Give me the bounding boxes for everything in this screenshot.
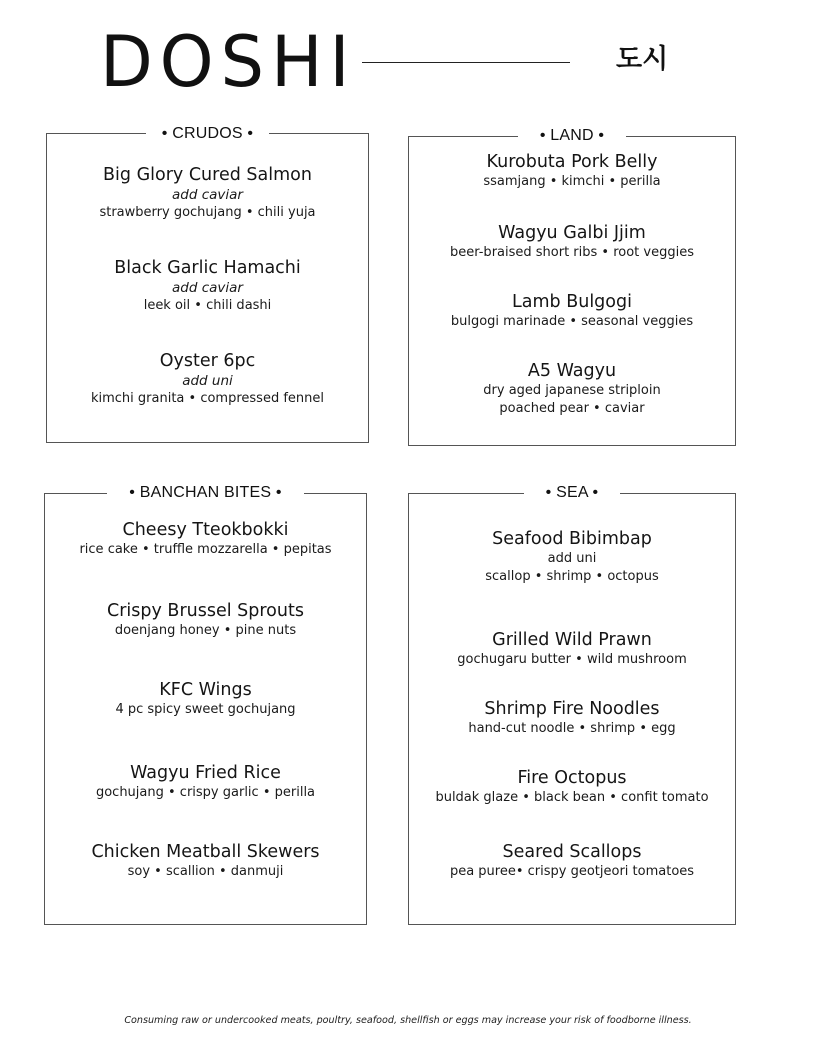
- foodborne-illness-disclaimer: Consuming raw or undercooked meats, poultry, seafood, shellfish or eggs may increase your risk of foodborne illness.: [124, 1015, 692, 1026]
- item-name: Shrimp Fire Noodles: [484, 699, 660, 719]
- brand-korean-name: 도시: [616, 44, 669, 75]
- item-name: Big Glory Cured Salmon: [103, 165, 312, 185]
- brand-logo: DOSHI: [100, 21, 357, 103]
- item-description: gochujang • crispy garlic • perilla: [95, 785, 316, 800]
- menu-item: [47, 257, 368, 315]
- item-name: Chicken Meatball Skewers: [91, 842, 320, 862]
- item-description: ssamjang • kimchi • perilla: [483, 174, 661, 189]
- item-name: Wagyu Galbi Jjim: [498, 223, 646, 243]
- item-name: A5 Wagyu: [527, 361, 617, 381]
- item-name: Cheesy Tteokbokki: [122, 520, 289, 540]
- item-description: hand-cut noodle • shrimp • egg: [468, 721, 676, 736]
- menu-item: [47, 350, 368, 408]
- item-description: leek oil • chili dashi: [143, 298, 272, 313]
- menu-item: [45, 841, 366, 881]
- menu-item: [47, 164, 368, 222]
- menu-item: [409, 629, 735, 669]
- item-description: buldak glaze • black bean • confit tomato: [435, 790, 709, 805]
- sea-section: [408, 484, 736, 925]
- item-addon: add caviar: [172, 187, 243, 203]
- menu-item: [409, 360, 735, 418]
- item-description: dry aged japanese striploin: [483, 383, 661, 398]
- item-description: strawberry gochujang • chili yuja: [99, 205, 316, 220]
- item-name: Kurobuta Pork Belly: [486, 152, 658, 172]
- item-name: KFC Wings: [159, 680, 252, 700]
- item-description: soy • scallion • danmuji: [127, 864, 284, 879]
- menu-item: [409, 291, 735, 331]
- section-title-sea: • SEA •: [524, 484, 621, 501]
- menu-item: [45, 679, 366, 719]
- item-name: Crispy Brussel Sprouts: [107, 601, 304, 621]
- section-title-banchan-bites: • BANCHAN BITES •: [107, 484, 303, 501]
- section-title-land: • LAND •: [518, 127, 626, 144]
- menu-item: [409, 767, 735, 807]
- item-name: Lamb Bulgogi: [512, 292, 632, 312]
- banchan-bites-section: [44, 484, 367, 925]
- item-description: gochugaru butter • wild mushroom: [457, 652, 687, 667]
- item-name: Black Garlic Hamachi: [114, 258, 301, 278]
- item-name: Oyster 6pc: [159, 351, 256, 371]
- header-divider: [362, 62, 570, 63]
- section-title-crudos: • CRUDOS •: [146, 125, 269, 142]
- item-name: Fire Octopus: [517, 768, 627, 788]
- menu-item: [409, 698, 735, 738]
- item-description: rice cake • truffle mozzarella • pepitas: [79, 542, 332, 557]
- menu-item: [409, 151, 735, 191]
- menu-item: [45, 519, 366, 559]
- item-addon: add uni: [547, 551, 597, 566]
- item-name: Grilled Wild Prawn: [492, 630, 652, 650]
- item-name: Seared Scallops: [502, 842, 642, 862]
- item-name: Seafood Bibimbap: [492, 529, 652, 549]
- item-name: Wagyu Fried Rice: [130, 763, 281, 783]
- item-description: kimchi granita • compressed fennel: [90, 391, 324, 406]
- menu-item: [45, 762, 366, 802]
- menu-item: [45, 600, 366, 640]
- menu-item: [409, 222, 735, 262]
- crudos-section: [46, 125, 369, 443]
- item-description: bulgogi marinade • seasonal veggies: [450, 314, 694, 329]
- item-description: scallop • shrimp • octopus: [485, 569, 659, 584]
- item-description: 4 pc spicy sweet gochujang: [115, 702, 296, 717]
- menu-item: [409, 841, 735, 881]
- item-addon: add caviar: [172, 280, 243, 296]
- item-description-line2: poached pear • caviar: [499, 401, 645, 416]
- item-addon: add uni: [182, 373, 233, 389]
- item-description: beer-braised short ribs • root veggies: [449, 245, 694, 260]
- item-description: pea puree• crispy geotjeori tomatoes: [449, 864, 695, 879]
- land-section: [408, 127, 736, 446]
- item-description: doenjang honey • pine nuts: [114, 623, 297, 638]
- menu-item: [409, 528, 735, 586]
